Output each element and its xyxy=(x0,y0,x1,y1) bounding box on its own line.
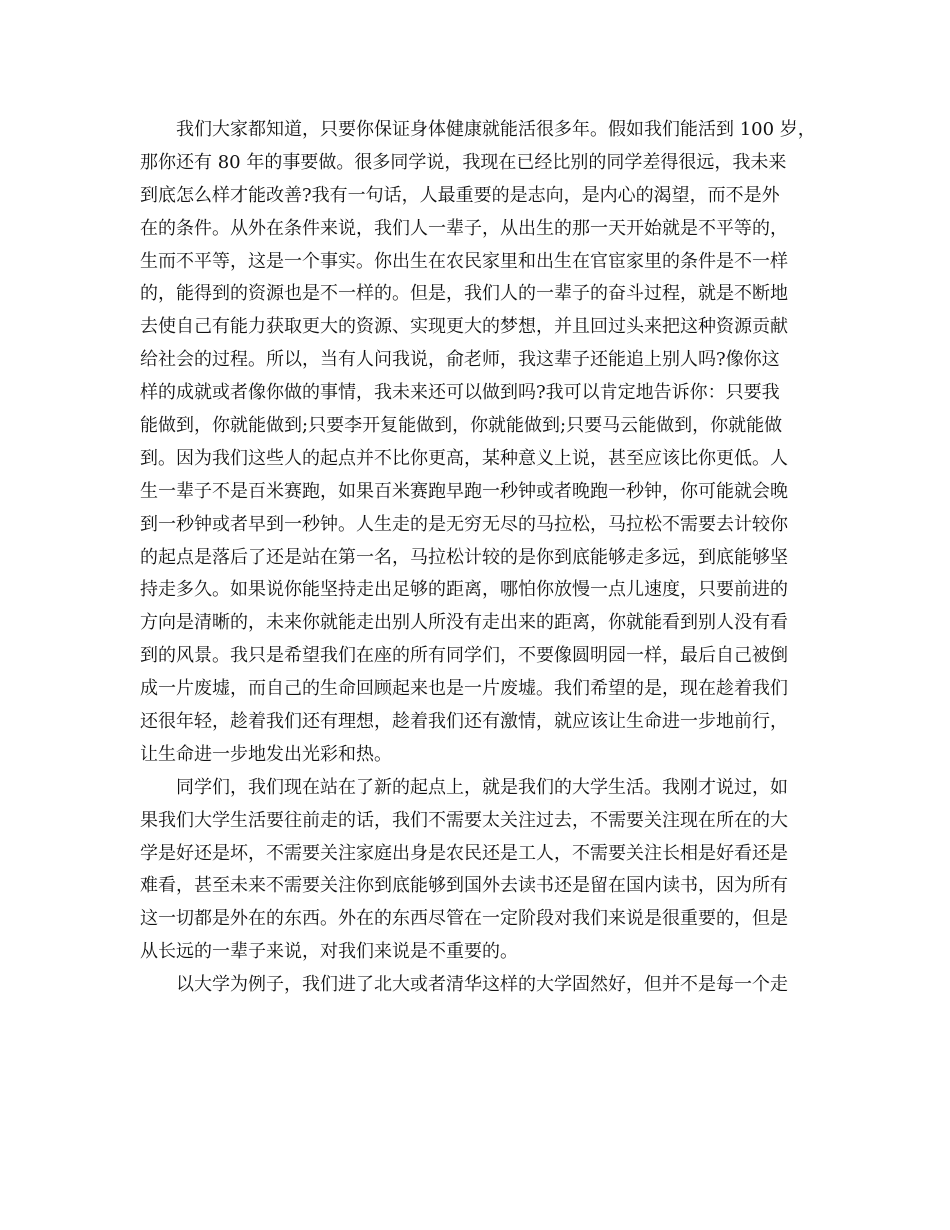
paragraph-1-line-2: 那你还有 80 年的事要做。很多同学说，我现在已经比别的同学差得很远，我未来 xyxy=(140,151,787,173)
paragraph-1-line-1: 我们大家都知道，只要你保证身体健康就能活很多年。假如我们能活到 100 岁， xyxy=(176,119,816,140)
paragraph-1-line-5: 生而不平等，这是一个事实。你出生在农民家里和出生在官宦家里的条件是不一样 xyxy=(140,250,788,272)
paragraph-1-line-13: 到一秒钟或者早到一秒钟。人生走的是无穷无尽的马拉松，马拉松不需要去计较你 xyxy=(140,513,788,535)
paragraph-1-line-19: 还很年轻，趁着我们还有理想，趁着我们还有激情，就应该让生命进一步地前行， xyxy=(140,711,788,733)
paragraph-2-line-5: 这一切都是外在的东西。外在的东西尽管在一定阶段对我们来说是很重要的，但是 xyxy=(140,908,788,930)
document-body xyxy=(140,114,820,1002)
paragraph-3 xyxy=(140,969,820,1002)
paragraph-1-line-12: 生一辈子不是百米赛跑，如果百米赛跑早跑一秒钟或者晚跑一秒钟，你可能就会晚 xyxy=(140,480,788,502)
paragraph-3-line-1: 以大学为例子，我们进了北大或者清华这样的大学固然好，但并不是每一个走 xyxy=(176,974,788,996)
paragraph-1-line-6: 的，能得到的资源也是不一样的。但是，我们人的一辈子的奋斗过程，就是不断地 xyxy=(140,283,788,305)
paragraph-1-line-18: 成一片废墟，而自己的生命回顾起来也是一片废墟。我们希望的是，现在趁着我们 xyxy=(140,678,788,700)
paragraph-1-line-17: 到的风景。我只是希望我们在座的所有同学们，不要像圆明园一样，最后自己被倒 xyxy=(140,645,788,667)
paragraph-2 xyxy=(140,772,820,969)
paragraph-1-line-15: 持走多久。如果说你能坚持走出足够的距离，哪怕你放慢一点儿速度，只要前进的 xyxy=(140,579,788,601)
paragraph-1-line-8: 给社会的过程。所以，当有人问我说，俞老师，我这辈子还能追上别人吗?像你这 xyxy=(140,349,780,371)
paragraph-1-line-11: 到。因为我们这些人的起点并不比你更高，某种意义上说，甚至应该比你更低。人 xyxy=(140,447,788,469)
paragraph-1-line-7: 去使自己有能力获取更大的资源、实现更大的梦想，并且回过头来把这种资源贡献 xyxy=(140,316,788,338)
paragraph-2-line-4: 难看，甚至未来不需要关注你到底能够到国外去读书还是留在国内读书，因为所有 xyxy=(140,875,788,897)
paragraph-2-line-6: 从长远的一辈子来说，对我们来说是不重要的。 xyxy=(140,941,518,963)
paragraph-2-line-1: 同学们，我们现在站在了新的起点上，就是我们的大学生活。我刚才说过，如 xyxy=(176,776,788,798)
paragraph-1-line-9: 样的成就或者像你做的事情，我未来还可以做到吗?我可以肯定地告诉你：只要我 xyxy=(140,382,780,404)
paragraph-1-line-4: 在的条件。从外在条件来说，我们人一辈子，从出生的那一天开始就是不平等的， xyxy=(140,217,788,239)
paragraph-1-line-20: 让生命进一步地发出光彩和热。 xyxy=(140,743,392,765)
paragraph-1 xyxy=(140,114,820,772)
paragraph-1-line-10: 能做到，你就能做到;只要李开复能做到，你就能做到;只要马云能做到，你就能做 xyxy=(140,415,783,437)
paragraph-1-line-3: 到底怎么样才能改善?我有一句话，人最重要的是志向，是内心的渴望，而不是外 xyxy=(140,184,780,206)
paragraph-2-line-3: 学是好还是坏，不需要关注家庭出身是农民还是工人，不需要关注长相是好看还是 xyxy=(140,842,788,864)
paragraph-1-line-14: 的起点是落后了还是站在第一名，马拉松计较的是你到底能够走多远，到底能够坚 xyxy=(140,546,788,568)
paragraph-1-line-16: 方向是清晰的，未来你就能走出别人所没有走出来的距离，你就能看到别人没有看 xyxy=(140,612,788,634)
paragraph-2-line-2: 果我们大学生活要往前走的话，我们不需要太关注过去，不需要关注现在所在的大 xyxy=(140,809,788,831)
